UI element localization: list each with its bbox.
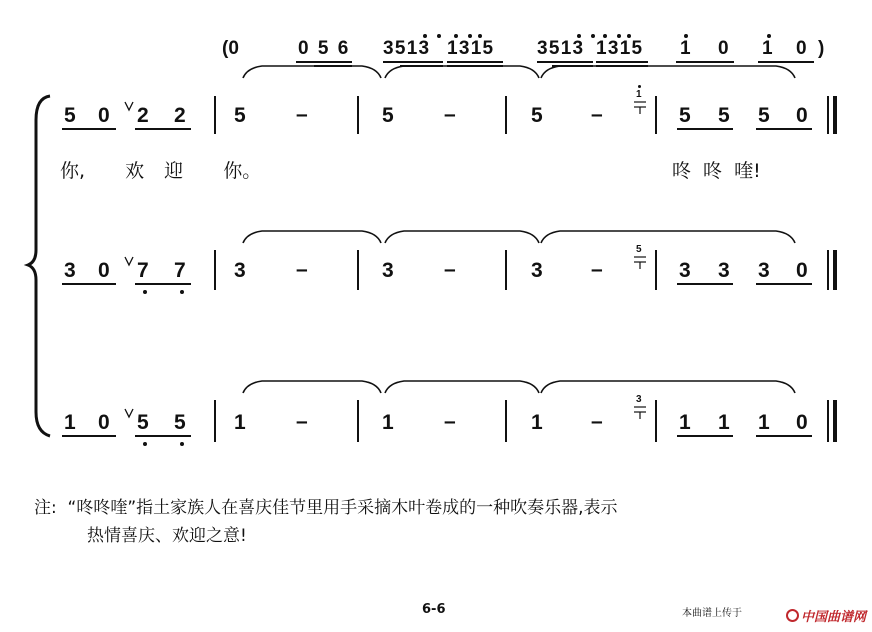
note: 5 [174, 411, 186, 434]
note: 0 [98, 259, 110, 282]
note: 5 [758, 104, 770, 127]
note: 0 [796, 259, 808, 282]
note: 5 [234, 104, 246, 127]
note: 1 [718, 411, 730, 434]
note: 3 [382, 259, 394, 282]
note: 5 [718, 104, 730, 127]
note: 1 [679, 411, 691, 434]
note: 0 [796, 411, 808, 434]
dash: – [591, 258, 603, 281]
note: 3 [234, 259, 246, 282]
intro-group: 1 3 1 5 [447, 38, 492, 59]
intro-note: 1 [680, 38, 691, 59]
grace-note: 1 [636, 89, 642, 100]
breath-mark [125, 257, 133, 265]
intro-group: 0 5 6 [298, 38, 351, 59]
slur [243, 231, 381, 243]
note: 1 [531, 411, 543, 434]
note: 5 [382, 104, 394, 127]
note: 3 [718, 259, 730, 282]
note: 0 [98, 104, 110, 127]
slur [385, 66, 539, 78]
slur [243, 381, 381, 393]
slur [541, 66, 795, 78]
breath-mark [125, 409, 133, 417]
dash: – [444, 103, 456, 126]
slur [385, 381, 539, 393]
note: 5 [679, 104, 691, 127]
lyrics-left: 你, 欢 迎 你。 [60, 160, 262, 182]
upload-text: 本曲谱上传于 [682, 608, 742, 619]
breath-mark [125, 102, 133, 110]
slur [541, 231, 795, 243]
note: 1 [758, 411, 770, 434]
footnote-line-2: 热情喜庆、欢迎之意! [87, 526, 247, 546]
dash: – [444, 258, 456, 281]
intro-group: 3 5 1 3 [383, 38, 428, 59]
slur [385, 231, 539, 243]
note: 2 [137, 104, 149, 127]
grace-note: 3 [636, 394, 642, 405]
note: 3 [64, 259, 76, 282]
dash: – [591, 410, 603, 433]
note: 5 [137, 411, 149, 434]
note: 0 [98, 411, 110, 434]
logo-text: 中国曲谱网 [801, 610, 867, 625]
dash: – [444, 410, 456, 433]
intro-group: 3 5 1 3 [537, 38, 582, 59]
dash: – [296, 103, 308, 126]
note: 5 [64, 104, 76, 127]
intro-note: 0 [796, 38, 807, 59]
dash: – [296, 410, 308, 433]
note: 0 [796, 104, 808, 127]
dash: – [591, 103, 603, 126]
note: 3 [531, 259, 543, 282]
lyrics-right: 咚 咚 喹! [672, 160, 761, 182]
note: 1 [64, 411, 76, 434]
note: 1 [382, 411, 394, 434]
grace-note: 5 [636, 244, 642, 255]
dash: – [296, 258, 308, 281]
note: 2 [174, 104, 186, 127]
slur [243, 66, 381, 78]
system-brace [28, 96, 50, 436]
intro-note: 1 [762, 38, 773, 59]
note: 7 [174, 259, 186, 282]
note: 1 [234, 411, 246, 434]
intro-open: (0 [222, 38, 239, 59]
note: 3 [679, 259, 691, 282]
intro-note: 0 [718, 38, 729, 59]
note: 3 [758, 259, 770, 282]
logo-icon [786, 609, 799, 622]
site-logo [786, 606, 866, 625]
footnote-line-1: 注: “咚咚喹”指土家族人在喜庆佳节里用手采摘木叶卷成的一种吹奏乐器,表示 [34, 498, 618, 518]
note: 7 [137, 259, 149, 282]
note: 5 [531, 104, 543, 127]
page-number: 6-6 [422, 602, 446, 617]
intro-close: ) [818, 38, 825, 59]
intro-group: 1 3 1 5 [596, 38, 641, 59]
slur [541, 381, 795, 393]
